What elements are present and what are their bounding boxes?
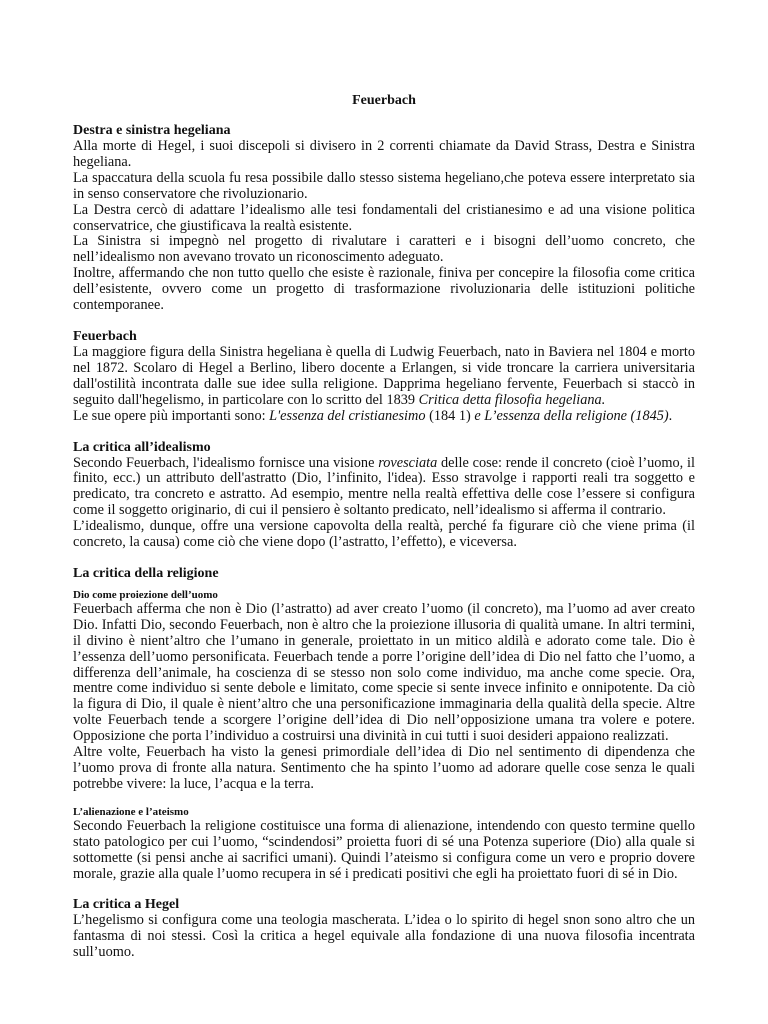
text-run: delle cose: rende il concreto (cioè l’uomo, il finito, ecc.) un attributo dell'astratto (Dio, l’infinito, l'idea). Esso stravolge i rapporti reali tra soggetto e predicato, tra concreto e astratto. Ad esempio, mentre nella realtà effettiva delle cose l’essere si configura come il soggetto originario, di cui il pensiero è soltanto predicato, nell’idealismo si afferma il contrario. bbox=[73, 454, 695, 519]
text-run: . bbox=[668, 407, 673, 424]
paragraph: L’idealismo, dunque, offre una versione capovolta della realtà, perché fa figurare ciò che viene prima (il concreto, la causa) come ciò che viene dopo (l’astratto, l’effetto), e viceversa. bbox=[73, 518, 695, 551]
section-critica-idealismo bbox=[73, 440, 695, 551]
paragraph bbox=[73, 456, 695, 520]
paragraph: Feuerbach afferma che non è Dio (l’astratto) ad aver creato l’uomo (il concreto), ma l’uomo ad aver creato Dio. Infatti Dio, secondo Feuerbach, non è altro che la proiezione illusoria di qualità umane. In altri termini, il divino è nient’altro che l’umano in generale, proiettato in un mitico aldilà e adorato come tale. Dio è l’essenza dell’uomo personificata. Feuerbach tende a porre l’origine dell’idea di Dio nel fatto che l’uomo, a differenza dell’animale, ha coscienza di se stesso non solo come individuo, ma anche come specie. Ora, mentre come individuo si sente debole e limitato, come specie si sente invece infinito e onnipotente. Da ciò la figura di Dio, il quale è nient’altro che una personificazione immaginaria della qualità della specie. Altre volte Feuerbach tende a scorgere l’origine dell’idea di Dio nell’opposizione umana tra volere e potere. Opposizione che porta l’individuo a costruirsi una divinità in cui tutti i suoi desideri appaiono realizzati. bbox=[73, 600, 695, 745]
text-run: (184 1) bbox=[425, 407, 475, 424]
work-title: e L’essenza della religione (1845) bbox=[474, 407, 669, 424]
work-title: Critica detta filosofia hegeliana. bbox=[418, 391, 606, 408]
subsection-heading: Dio come proiezione dell’uomo bbox=[73, 588, 218, 601]
section-heading: Destra e sinistra hegeliana bbox=[73, 123, 231, 138]
section-critica-religione bbox=[73, 566, 695, 883]
paragraph: Inoltre, affermando che non tutto quello che esiste è razionale, finiva per concepire la filosofia come critica dell’esistente, ovvero come un progetto di trasformazione rivoluzionaria delle istituzioni politiche contemporanee. bbox=[73, 265, 695, 314]
subsection-heading: L’alienazione e l’ateismo bbox=[73, 805, 189, 818]
document-title: Feuerbach bbox=[352, 93, 416, 108]
text-run: Secondo Feuerbach, l'idealismo fornisce una visione bbox=[73, 454, 379, 471]
paragraph: La Sinistra si impegnò nel progetto di rivalutare i caratteri e i bisogni dell’uomo concreto, che nell’idealismo non avevano trovato un riconoscimento adeguato. bbox=[73, 233, 695, 266]
subsection-alienazione-ateismo bbox=[73, 805, 695, 883]
section-heading: La critica all’idealismo bbox=[73, 439, 211, 455]
emphasis: rovesciata bbox=[378, 454, 438, 471]
section-destra-sinistra bbox=[73, 123, 695, 314]
paragraph bbox=[73, 409, 695, 425]
section-feuerbach bbox=[73, 329, 695, 425]
section-critica-hegel bbox=[73, 897, 695, 961]
text-run: Le sue opere più importanti sono: bbox=[73, 407, 270, 424]
section-heading: Feuerbach bbox=[73, 328, 137, 344]
text-run: La maggiore figura della Sinistra hegeliana è quella di Ludwig Feuerbach, nato in Baviera nel 1804 e morto nel 1872. Scolaro di Hegel a Berlino, libero docente a Erlangen, si vide troncare la carriera universitaria dall'ostilità incontrata dalle sue idee sulla religione. Dapprima hegeliano fervente, Feuerbach si staccò in seguito dall'hegelismo, in particolare con lo scritto del 1839 bbox=[73, 343, 695, 408]
paragraph: Secondo Feuerbach la religione costituisce una forma di alienazione, intendendo con questo termine quello stato patologico per cui l’uomo, “scindendosi” proietta fuori di sé una Potenza superiore (Dio) alla quale si sottomette (si pensi anche ai sacrifici umani). Quindi l’ateismo si configura come un vero e proprio dovere morale, grazie alla quale l’uomo recupera in sé i predicati positivi che egli ha proiettato fuori di sé in Dio. bbox=[73, 817, 695, 882]
paragraph: La Destra cercò di adattare l’idealismo alle tesi fondamentali del cristianesimo e ad una visione politica conservatrice, che giustificava la realtà esistente. bbox=[73, 201, 695, 234]
paragraph: Altre volte, Feuerbach ha visto la genesi primordiale dell’idea di Dio nel sentimento di dipendenza che l’uomo prova di fronte alla natura. Sentimento che ha spinto l’uomo ad adorare quelle cose senza le quali potrebbe vivere: la luce, l’acqua e la terra. bbox=[73, 744, 695, 792]
paragraph bbox=[73, 345, 695, 409]
paragraph: L’hegelismo si configura come una teologia mascherata. L’idea o lo spirito di hegel snon sono altro che un fantasma di noi stessi. Così la critica a hegel equivale alla fondazione di una nuova filosofia incentrata sull’uomo. bbox=[73, 912, 695, 961]
paragraph: Alla morte di Hegel, i suoi discepoli si divisero in 2 correnti chiamate da David Strass, Destra e Sinistra hegeliana. bbox=[73, 138, 695, 170]
subsection-dio-proiezione bbox=[73, 588, 695, 793]
work-title: L'essenza del cristianesimo bbox=[269, 407, 426, 424]
paragraph: La spaccatura della scuola fu resa possibile dallo stesso sistema hegeliano,che poteva essere interpretato sia in senso conservatore che rivoluzionario. bbox=[73, 169, 695, 202]
section-heading: La critica a Hegel bbox=[73, 897, 180, 913]
section-heading: La critica della religione bbox=[73, 565, 219, 581]
